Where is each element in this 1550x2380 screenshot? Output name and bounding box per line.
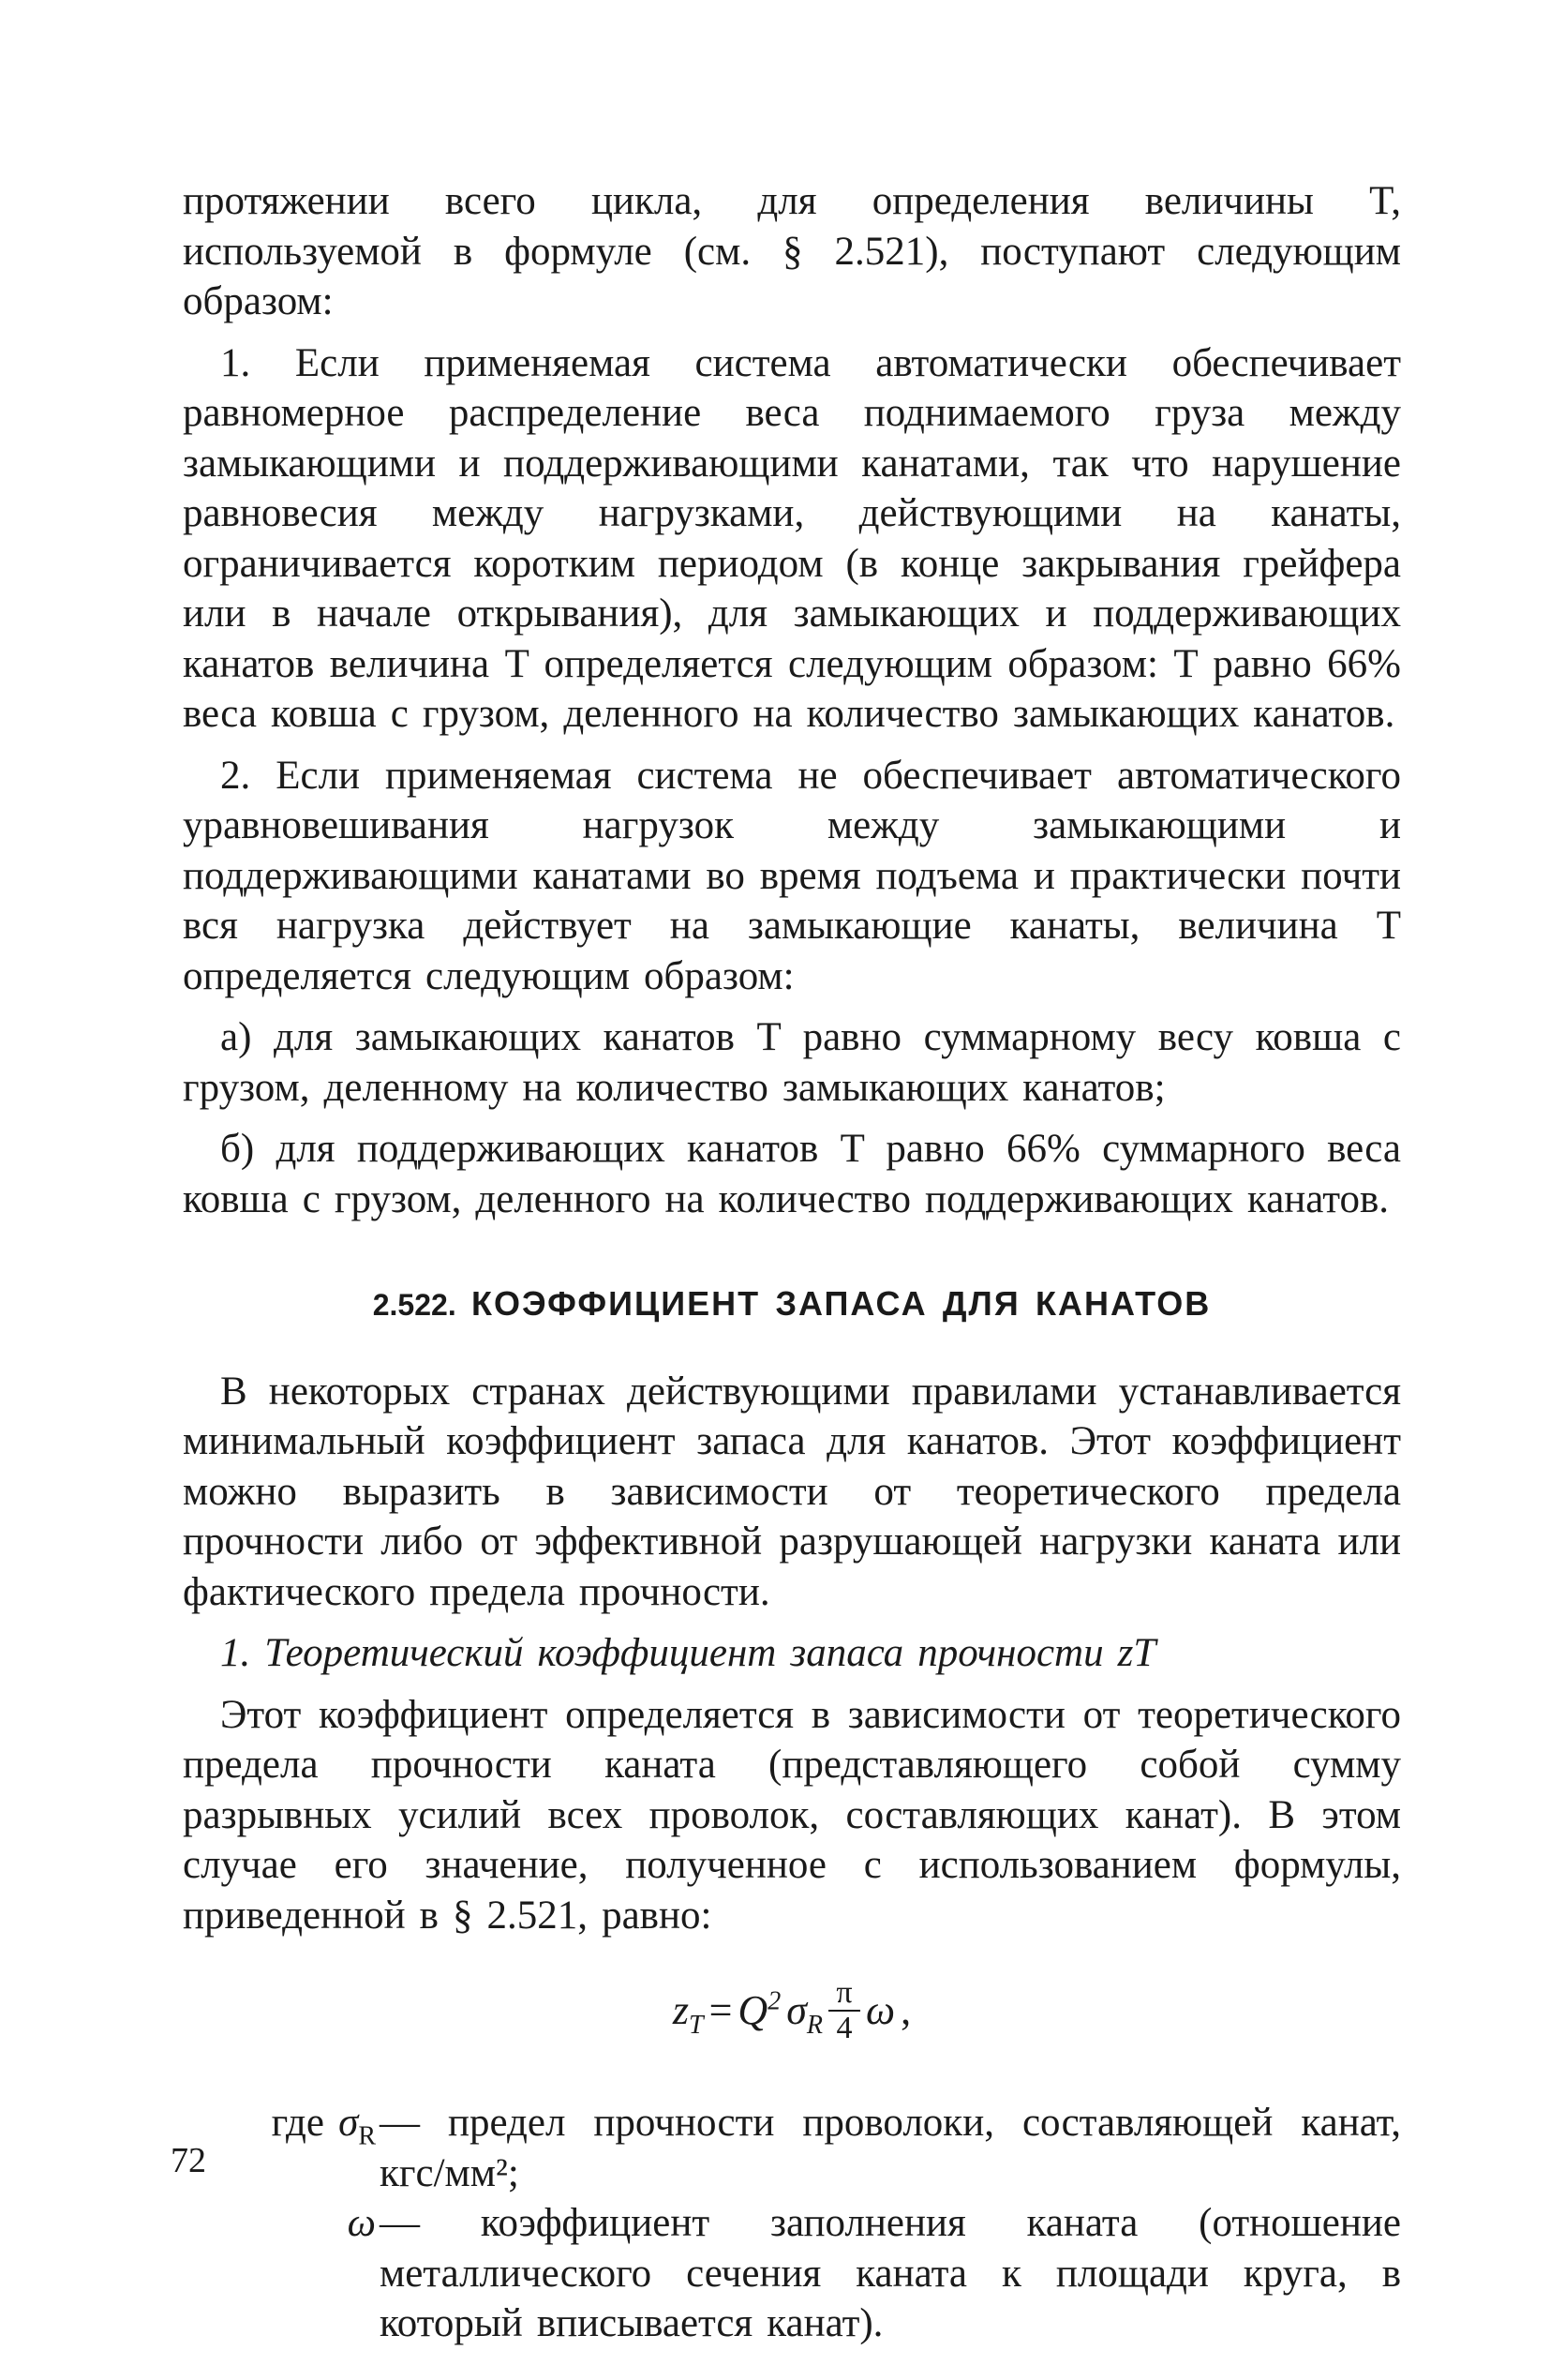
formula-omega: ω xyxy=(866,1987,896,2034)
section-number: 2.522. xyxy=(372,1288,456,1322)
definitions-list xyxy=(183,2098,1401,2349)
definition-row: где $\sigma_R$ — предел прочности проволоки, составляющей канат, кгс/мм²; xyxy=(271,2101,1401,2195)
sub-item-b: б) для поддерживающих канатов T равно 66% суммарного веса ковша с грузом, деленного на количество поддерживающих канатов. xyxy=(183,1127,1401,1221)
definition-row: ω — коэффициент заполнения каната (отношение металлического сечения каната к площади круга, в который вписывается канат). xyxy=(347,2201,1401,2345)
paragraph-continuation: протяжении всего цикла, для определения величины T, используемой в формуле (см. § 2.521), поступают следующим образом: xyxy=(183,179,1401,323)
section-title: КОЭФФИЦИЕНТ ЗАПАСА ДЛЯ КАНАТОВ xyxy=(471,1284,1212,1323)
formula-fraction: $\frac{\pi}{4}$ xyxy=(828,1976,860,2045)
section-intro: В некоторых странах действующими правилами устанавливается минимальный коэффициент запаса для канатов. Этот коэффициент можно выразить в зависимости от теоретического предела прочности либо от эффективной разрушающей нагрузки каната или фактического предела прочности. xyxy=(183,1369,1401,1614)
formula-intro: Этот коэффициент определяется в зависимости от теоретического предела прочности каната (представляющего собой сумму разрывных усилий всех проволок, составляющих канат). В этом случае его значение, полученное с использованием формулы, приведенной в § 2.521, равно: xyxy=(183,1692,1401,1938)
formula-equals: = xyxy=(708,1987,733,2034)
section-heading xyxy=(183,1279,1401,1331)
list-item-2: 2. Если применяемая система не обеспечивает автоматического уравновешивания нагрузок между замыкающими и поддерживающими канатами во время подъема и практически почти вся нагрузка действует на замыкающие канаты, величина T определяется следующим образом: xyxy=(183,753,1401,998)
subsection-heading: 1. Теоретический коэффициент запаса прочности zT xyxy=(220,1631,1156,1675)
formula-q: $Q^2$ xyxy=(738,1986,782,2034)
sub-item-a: а) для замыкающих канатов T равно суммарному весу ковша с грузом, деленному на количество замыкающих канатов; xyxy=(183,1015,1401,1110)
formula: $z_T$ = $Q^2$ $\sigma_R$ $\frac{\pi}{4}$ ω , xyxy=(672,1975,912,2045)
formula-lhs: $z_T$ xyxy=(672,1987,704,2041)
formula-sigma: $\sigma_R$ xyxy=(786,1987,824,2041)
page-number: 72 xyxy=(171,2141,206,2180)
list-item-1: 1. Если применяемая система автоматически обеспечивает равномерное распределение веса поднимаемого груза между замыкающими и поддерживающими канатами, так что нарушение равновесия между нагрузками, действующими на канаты, ограничивается коротким периодом (в конце закрывания грейфера или в начале открывания), для замыкающих и поддерживающих канатов величина T определяется следующим образом: T равно 66% веса ковша с грузом, деленного на количество замыкающих канатов. xyxy=(183,340,1401,736)
page-body xyxy=(183,176,1401,2349)
